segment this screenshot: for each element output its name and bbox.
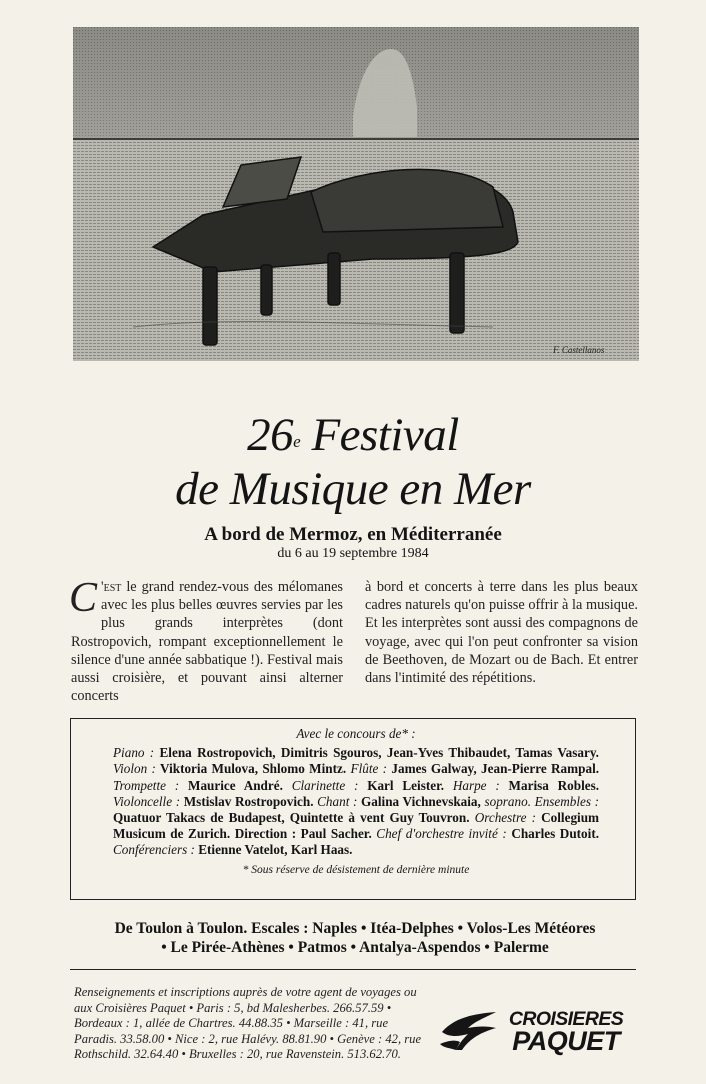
intro-column-left <box>69 575 343 705</box>
label-violoncelle: Violoncelle : <box>113 793 181 809</box>
festival-title-line2: de Musique en Mer <box>175 463 531 515</box>
divider <box>70 969 636 970</box>
label-chef: Chef d'orchestre invité : <box>376 826 507 842</box>
logo-line-1: CROISIERES <box>508 1008 624 1030</box>
label-clarinette: Clarinette : <box>291 777 359 793</box>
label-chant: Chant : <box>317 793 358 809</box>
logo-line-2: PAQUET <box>512 1026 620 1056</box>
intro-smallcaps: 'est <box>101 579 122 595</box>
performers-violoncelle: Mstislav Rostropovich. <box>183 793 314 809</box>
performers-chef: Charles Dutoit. <box>511 826 600 842</box>
drop-cap: C <box>69 575 98 621</box>
performers-harpe: Marisa Robles. <box>508 777 600 793</box>
festival-number: 26 <box>247 409 294 461</box>
festival-number-superscript: e <box>293 432 301 451</box>
route-line-1: De Toulon à Toulon. Escales : Naples • Itéa-Delphes • Volos-Les Météores <box>114 920 596 937</box>
logo-text <box>498 1008 634 1056</box>
label-flute: Flûte : <box>350 761 388 777</box>
performers-piano: Elena Rostropovich, Dimitris Sgouros, Jean-Yves Thibaudet, Tamas Vasary. <box>159 745 599 761</box>
route-line-2: • Le Pirée-Athènes • Patmos • Antalya-Aspendos • Palerme <box>161 939 549 956</box>
subtitle: A bord de Mermoz, en Méditerranée <box>204 524 502 545</box>
performers-list <box>113 745 599 858</box>
label-orchestre: Orchestre : <box>474 810 536 826</box>
performers-ensembles: Quatuor Takacs de Budapest, Quintette à vent Guy Touvron. <box>113 810 470 826</box>
performers-heading: Avec le concours de* : <box>296 726 416 741</box>
piano-on-sea-illustration <box>73 27 639 361</box>
label-harpe: Harpe : <box>452 777 500 793</box>
performers-flute: James Galway, Jean-Pierre Rampal. <box>391 761 600 777</box>
festival-title-line1 <box>0 411 706 460</box>
croisieres-paquet-logo <box>438 1008 634 1060</box>
label-conferenciers: Conférenciers : <box>113 842 195 858</box>
label-soprano: soprano. <box>484 793 531 809</box>
label-trompette: Trompette : <box>113 777 180 793</box>
cruise-route <box>60 919 650 957</box>
booking-info: Renseignements et inscriptions auprès de votre agent de voyages ou aux Croisières Paquet • Paris : 5, bd Malesherbes. 266.57.59 • Bordeaux : 1, allée de Chartres. 44.88.35 • Marseille : 41, rue Paradis. 33.58.00 • Nice : 2, rue Halévy. 88.81.90 • Genève : 42, rue Rothschild. 32.64.40 • Bruxelles : 20, rue Ravenstein. 513.62.70. <box>74 985 422 1061</box>
performers-trompette: Maurice André. <box>188 777 283 793</box>
performers-orchestre: Collegium Musicum de Zurich. Direction : Paul Sacher. <box>113 810 600 842</box>
label-piano: Piano : <box>113 745 155 761</box>
label-ensembles: Ensembles : <box>534 793 600 809</box>
intro-column-right: à bord et concerts à terre dans les plus beaux cadres naturels qu'on puisse offrir à la musique. Et les interprètes sont aussi des compagnons de voyage, avec qui l'on peut confronter sa vision de Beethoven, de Mozart ou de Bach. Et entrer dans l'intimité des répétitions. <box>365 579 638 687</box>
label-violon: Violon : <box>113 761 156 777</box>
illustration-signature: F. Castellanos <box>553 345 605 355</box>
festival-dates: du 6 au 19 septembre 1984 <box>277 546 429 561</box>
intro-text-left: le grand rendez-vous des mélomanes avec les plus belles œuvres servies par les plus grands interprètes (dont Rostropovich, rompant exceptionnellement le silence d'une année sabbatique !). Festival mais aussi croisière, et pouvant ainsi alterner concerts <box>71 579 343 705</box>
performers-violon: Viktoria Mulova, Shlomo Mintz. <box>160 761 347 777</box>
festival-title-word: Festival <box>311 409 459 461</box>
performers-box <box>70 718 636 900</box>
wave-logo-icon <box>438 1010 500 1060</box>
performers-clarinette: Karl Leister. <box>367 777 445 793</box>
performers-conferenciers: Etienne Vatelot, Karl Haas. <box>198 842 353 858</box>
performers-chant: Galina Vichnevskaia, <box>361 793 481 809</box>
performers-footnote: * Sous réserve de désistement de dernière minute <box>242 863 470 876</box>
